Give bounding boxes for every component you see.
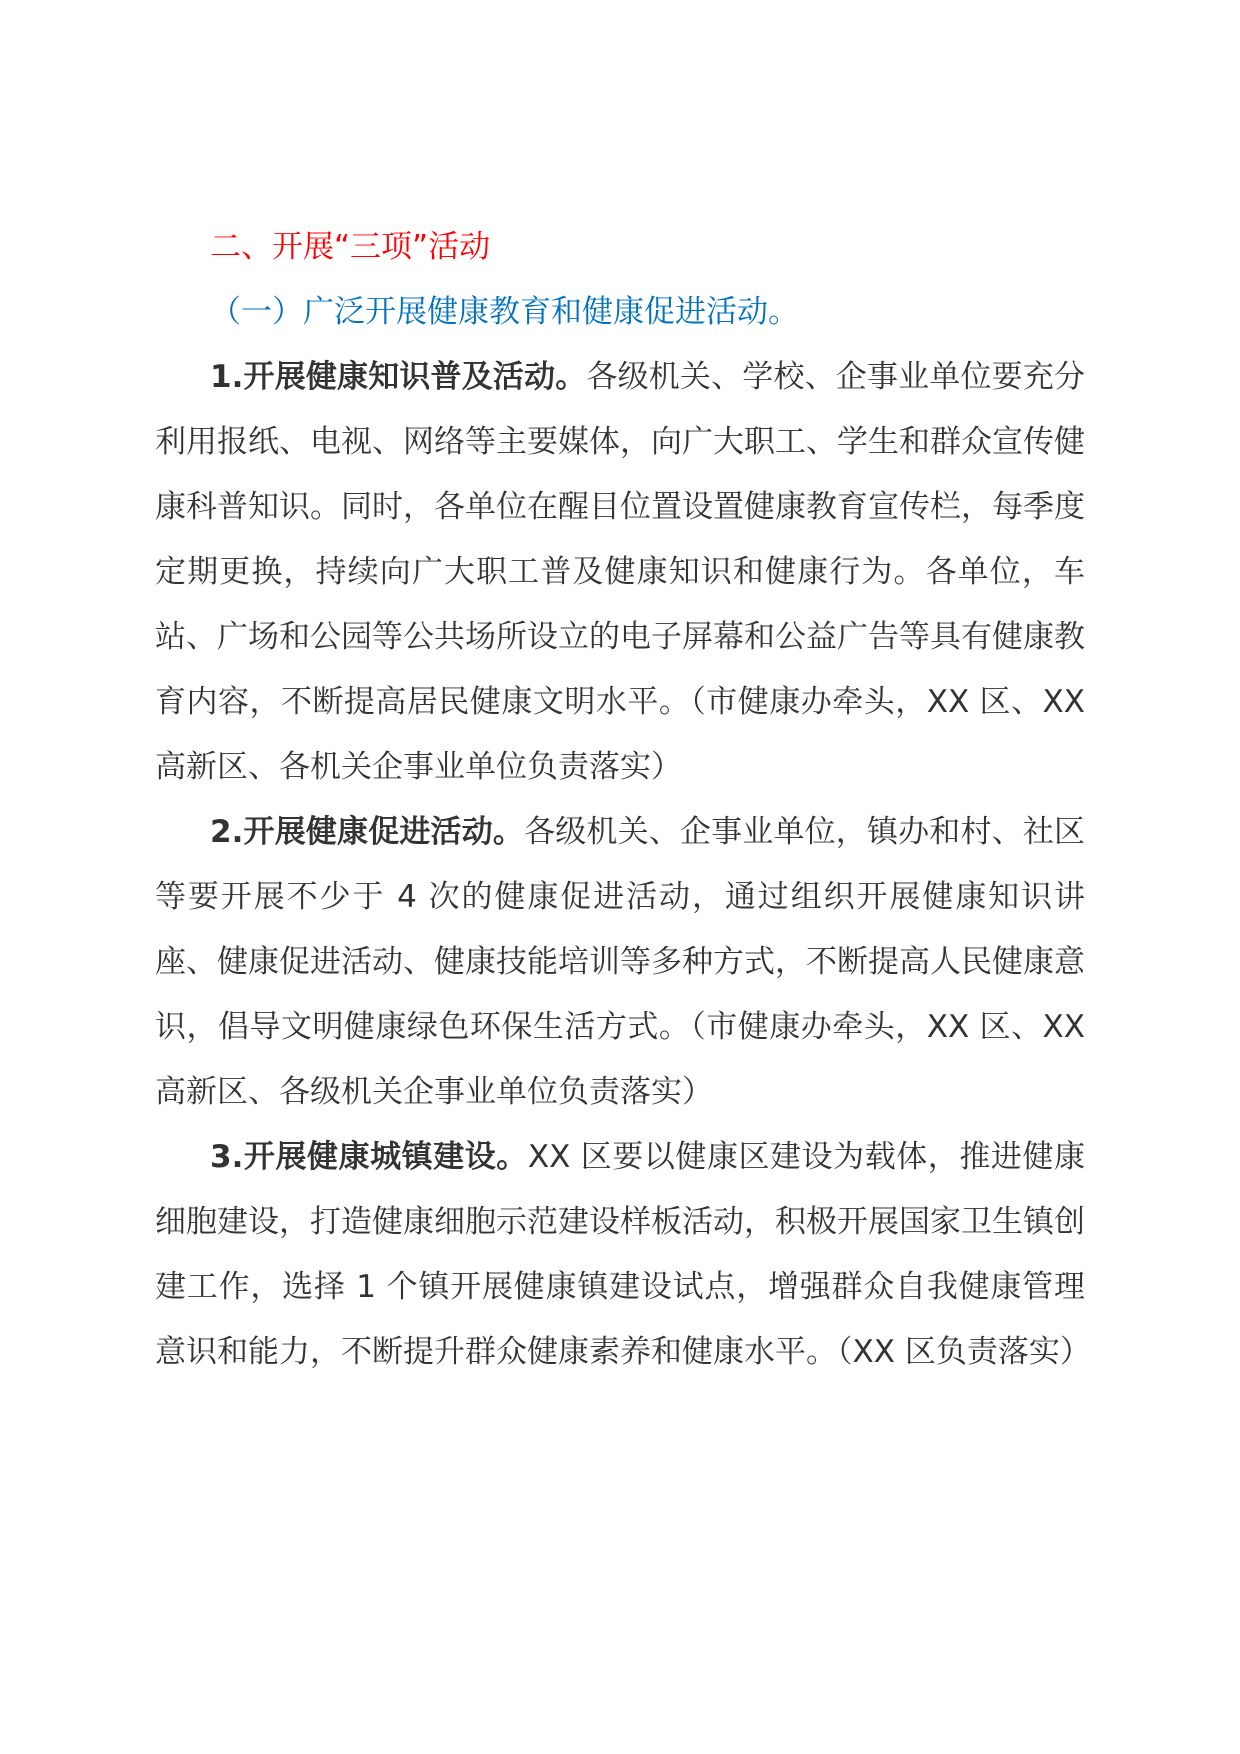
subsection-heading: （一）广泛开展健康教育和健康促进活动。 [210,294,799,330]
item-body-3: XX 区要以健康区建设为载体，推进健康细胞建设，打造健康细胞示范建设样板活动，积极开展国家卫生镇创建工作，选择 1 个镇开展健康镇建设试点，增强群众自我健康管理意识和能力，不断提升群众健康素养和健康水平。（XX 区负责落实） [155,1139,1091,1370]
item-paragraph-3 [155,1125,1091,1385]
section-heading: 二、开展“三项”活动 [210,229,491,265]
item-paragraph-1 [155,345,1085,800]
item-title-2: 2.开展健康促进活动。 [210,814,525,850]
item-body-1: 各级机关、学校、企事业单位要充分利用报纸、电视、网络等主要媒体，向广大职工、学生和群众宣传健康科普知识。同时，各单位在醒目位置设置健康教育宣传栏，每季度定期更换，持续向广大职工普及健康知识和健康行为。各单位，车站、广场和公园等公共场所设立的电子屏幕和公益广告等具有健康教育内容，不断提高居民健康文明水平。（市健康办牵头，XX 区、XX 高新区、各机关企事业单位负责落实） [155,359,1085,785]
item-paragraph-2 [155,800,1085,1125]
document-content [155,215,1091,1385]
item-title-3: 3.开展健康城镇建设。 [210,1139,528,1175]
item-body-2: 各级机关、企事业单位，镇办和村、社区等要开展不少于 4 次的健康促进活动，通过组织开展健康知识讲座、健康促进活动、健康技能培训等多种方式，不断提高人民健康意识，倡导文明健康绿色环保生活方式。（市健康办牵头，XX 区、XX 高新区、各级机关企事业单位负责落实） [155,814,1085,1110]
item-title-1: 1.开展健康知识普及活动。 [210,359,587,395]
